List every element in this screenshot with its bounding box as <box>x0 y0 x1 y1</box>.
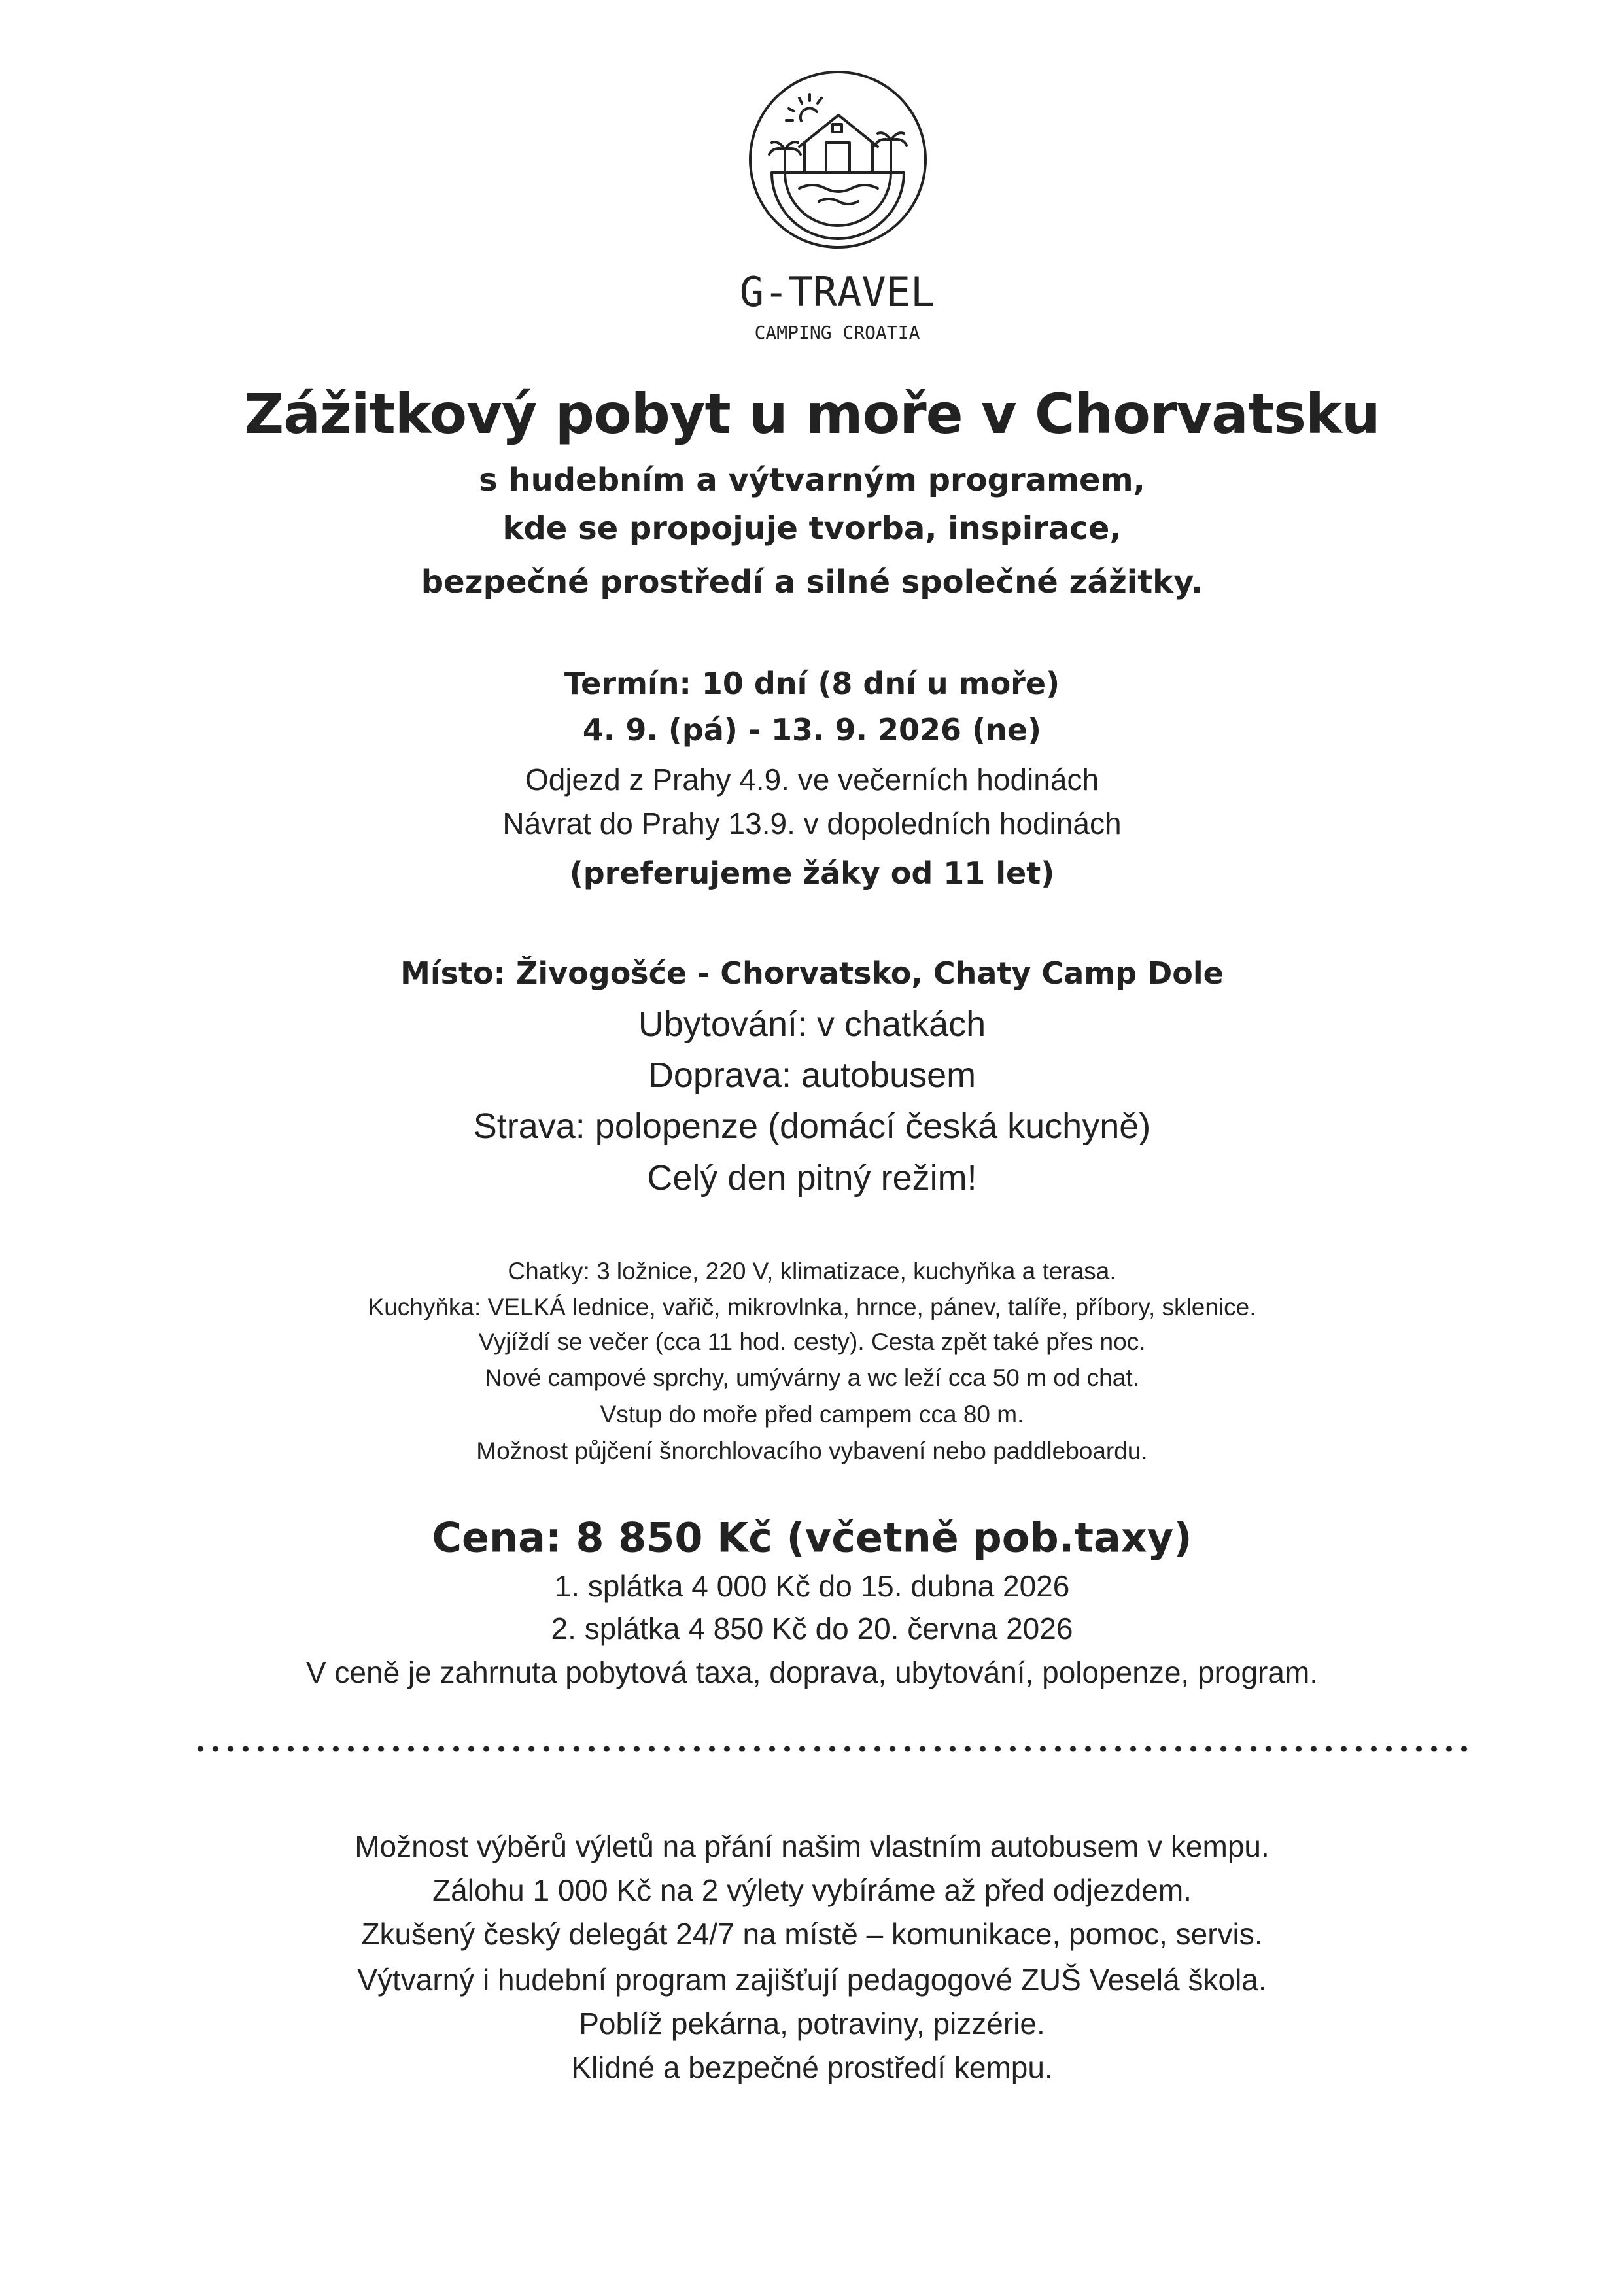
detail-line: Nové campové sprchy, umývárny a wc leží cca 50 m od chat. <box>485 1364 1139 1391</box>
subtitle-line: s hudebním a výtvarným programem, <box>479 462 1145 498</box>
extra-line: Klidné a bezpečné prostředí kempu. <box>571 2050 1053 2084</box>
term-dates: 4. 9. (pá) - 13. 9. 2026 (ne) <box>582 712 1042 748</box>
place-line: Ubytování: v chatkách <box>638 1005 986 1044</box>
extra-line: Zálohu 1 000 Kč na 2 výlety vybíráme až před odjezdem. <box>432 1873 1192 1907</box>
g-travel-logo <box>739 59 935 347</box>
price-line: 2. splátka 4 850 Kč do 20. června 2026 <box>551 1612 1073 1646</box>
term-return: Návrat do Prahy 13.9. v dopoledních hodinách <box>502 806 1122 840</box>
extra-line: Výtvarný i hudební program zajišťují pedagogové ZUŠ Veselá škola. <box>357 1963 1267 1997</box>
extra-line: Zkušený český delegát 24/7 na místě – komunikace, pomoc, servis. <box>361 1917 1263 1951</box>
place-line: Doprava: autobusem <box>648 1056 976 1095</box>
logo-tagline: CAMPING CROATIA <box>754 322 920 343</box>
place-line: Celý den pitný režim! <box>647 1158 977 1198</box>
page-title: Zážitkový pobyt u moře v Chorvatsku <box>244 382 1380 446</box>
price-line: V ceně je zahrnuta pobytová taxa, doprava, ubytování, polopenze, program. <box>305 1655 1319 1689</box>
term-departure: Odjezd z Prahy 4.9. ve večerních hodinách <box>525 763 1099 797</box>
term-note: (preferujeme žáky od 11 let) <box>569 855 1055 891</box>
detail-line: Možnost půjčení šnorchlovacího vybavení nebo paddleboardu. <box>476 1438 1148 1464</box>
logo-brand: G-TRAVEL <box>739 268 935 316</box>
place-heading: Místo: Živogošće - Chorvatsko, Chaty Camp Dole <box>400 956 1224 991</box>
detail-line: Vstup do moře před campem cca 80 m. <box>600 1401 1024 1428</box>
extra-line: Možnost výběrů výletů na přání našim vlastním autobusem v kempu. <box>354 1829 1270 1863</box>
place-line: Strava: polopenze (domácí česká kuchyně) <box>473 1107 1151 1146</box>
price-heading: Cena: 8 850 Kč (včetně pob.taxy) <box>432 1513 1192 1562</box>
detail-line: Kuchyňka: VELKÁ lednice, vařič, mikrovlnka, hrnce, pánev, talíře, příbory, sklenice. <box>368 1294 1256 1320</box>
extra-line: Poblíž pekárna, potraviny, pizzérie. <box>579 2007 1045 2041</box>
subtitle-line: kde se propojuje tvorba, inspirace, <box>502 510 1122 547</box>
dotted-divider <box>193 1745 1474 1753</box>
term-heading: Termín: 10 dní (8 dní u moře) <box>564 666 1060 701</box>
subtitle-line: bezpečné prostředí a silné společné zážitky. <box>421 564 1203 600</box>
detail-line: Chatky: 3 ložnice, 220 V, klimatizace, kuchyňka a terasa. <box>508 1258 1116 1284</box>
detail-line: Vyjíždí se večer (cca 11 hod. cesty). Cesta zpět také přes noc. <box>478 1328 1146 1355</box>
price-line: 1. splátka 4 000 Kč do 15. dubna 2026 <box>554 1569 1070 1603</box>
